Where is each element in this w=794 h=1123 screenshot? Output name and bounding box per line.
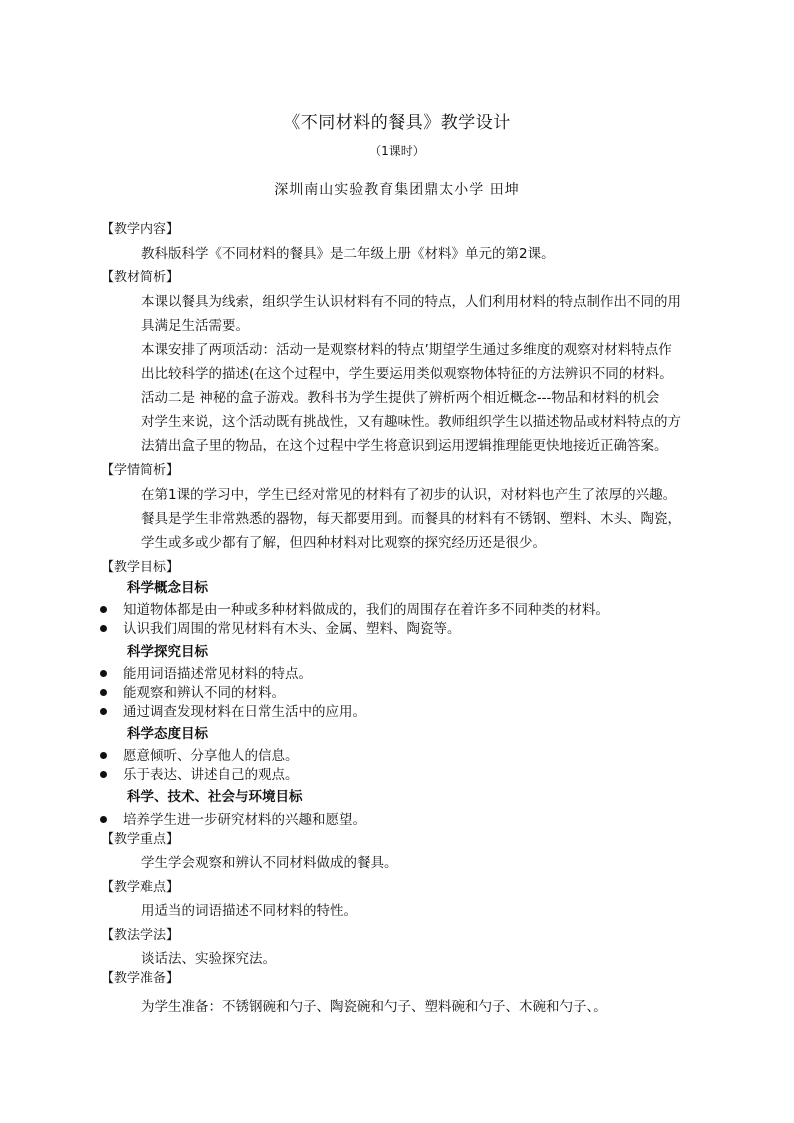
heading-textbook-analysis: 【教材简析】 [101,270,180,285]
paragraph-line: 在第1课的学习中，学生已经对常见的材料有了初步的认识，对材料也产生了浓厚的兴趣。 [141,487,677,503]
document-author: 深圳南山实验教育集团鼎太小学 田坤 [274,182,520,198]
bullet-icon [100,771,107,778]
heading-method: 【教法学法】 [101,928,180,943]
goal-stse-title: 科学、技术、社会与环境目标 [127,789,303,805]
paragraph-line: 对学生来说，这个活动既有挑战性，又有趣味性。教师组织学生以描述物品或材料特点的方 [141,414,681,430]
paragraph-preparation: 为学生准备：不锈钢碗和勺子、陶瓷碗和勺子、塑料碗和勺子、木碗和勺子、。 [141,999,607,1015]
paragraph-line: 本课安排了两项活动：活动一是观察材料的特点’期望学生通过多维度的观察对材料特点作 [141,342,672,358]
paragraph-line: 学生或多或少都有了解，但四种材料对比观察的探究经历还是很少。 [141,535,546,551]
paragraph-line: 本课以餐具为线索，组织学生认识材料有不同的特点，人们利用材料的特点制作出不同的用 [141,294,681,310]
bullet-icon [100,670,107,677]
list-item: 认识我们周围的常见材料有木头、金属、塑料、陶瓷等。 [100,620,461,639]
list-item: 愿意倾听、分享他人的信息。 [100,747,299,766]
list-item: 能用词语描述常见材料的特点。 [100,665,312,684]
paragraph-method: 谈话法、实验探究法。 [141,951,276,967]
goal-concept-title: 科学概念目标 [127,580,208,596]
bullet-icon [100,816,107,823]
bullet-icon [100,689,107,696]
heading-preparation: 【教学准备】 [101,971,180,986]
paragraph-line: 出比较科学的描述(在这个过程中，学生要运用类似观察物体特征的方法辨识不同的材料。 [141,366,673,382]
bullet-icon [100,606,107,613]
paragraph-teaching-content: 教科版科学《不同材料的餐具》是二年级上册《材料》单元的第2课。 [141,246,555,262]
list-item: 知道物体都是由一种或多种材料做成的，我们的周围存在着许多不同种类的材料。 [100,601,609,620]
goal-attitude-title: 科学态度目标 [127,726,208,742]
paragraph-line: 餐具是学生非常熟悉的器物，每天都要用到。而餐具的材料有不锈钢、塑料、木头、陶瓷， [141,511,681,527]
heading-difficulty: 【教学难点】 [101,880,180,895]
heading-teaching-content: 【教学内容】 [101,222,180,237]
paragraph-difficulty: 用适当的词语描述不同材料的特性。 [141,903,357,919]
bullet-icon [100,625,107,632]
paragraph-line: 法猜出盒子里的物品，在这个过程中学生将意识到运用逻辑推理能更快地接近正确答案。 [141,438,668,454]
heading-student-analysis: 【学情简析】 [101,463,180,478]
heading-teaching-goals: 【教学目标】 [101,560,180,575]
list-item: 通过调查发现材料在日常生活中的应用。 [100,703,366,722]
bullet-icon [100,752,107,759]
document-title: 《不同材料的餐具》教学设计 [283,113,511,133]
paragraph-line: 具满足生活需要。 [141,318,249,334]
heading-key-point: 【教学重点】 [101,832,180,847]
goal-inquiry-title: 科学探究目标 [127,644,208,660]
list-item: 乐于表达、讲述自己的观点。 [100,766,299,785]
list-item: 能观察和辨认不同的材料。 [100,684,285,703]
list-item: 培养学生进一步研究材料的兴趣和愿望。 [100,811,366,830]
paragraph-line: 活动二是 神秘的盒子游戏。教科书为学生提供了辨析两个相近概念---物品和材料的机会 [141,390,660,406]
document-subtitle: （1课时） [369,144,425,158]
paragraph-key-point: 学生学会观察和辨认不同材料做成的餐具。 [141,855,398,871]
bullet-icon [100,708,107,715]
